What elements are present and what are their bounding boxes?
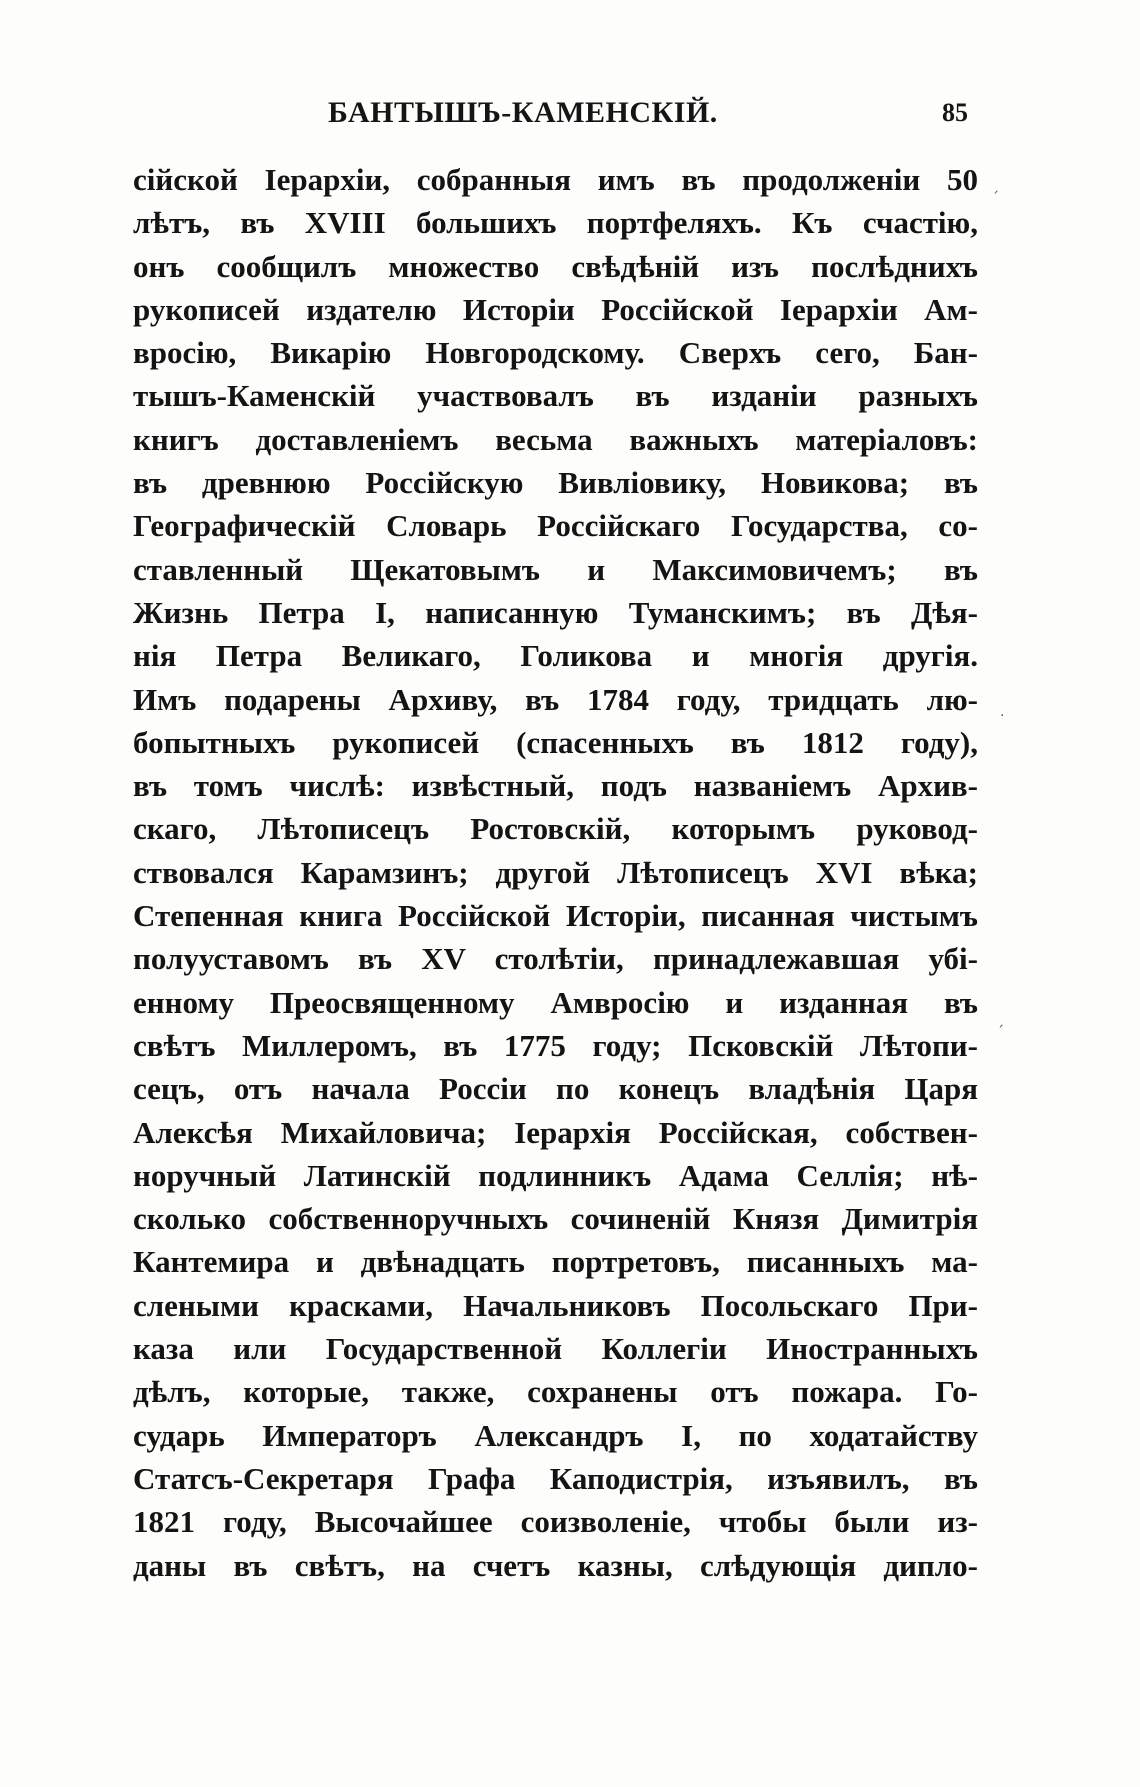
text-line: енному Преосвященному Амвросію и изданная въ [133,984,978,1020]
scan-speck: · [1000,708,1005,724]
text-line: Жизнь Петра I, написанную Туманскимъ; въ Дѣя- [133,594,978,630]
text-line: даны въ свѣтъ, на счетъ казны, слѣдующія дипло- [133,1547,978,1583]
text-line: Географическій Словарь Россійскаго Государства, со- [133,508,978,544]
text-line: онъ сообщилъ множество свѣдѣній изъ послѣднихъ [133,248,978,284]
text-line: вросію, Викарію Новгородскому. Сверхъ сего, Бан- [133,335,978,371]
scan-speck: ˏ [997,1012,1004,1028]
text-line: Степенная книга Россійской Исторіи, писанная чистымъ [133,898,978,934]
text-line: нія Петра Великаго, Голикова и многія другія. [133,638,978,674]
text-line: ставленный Щекатовымъ и Максимовичемъ; въ [133,551,978,587]
text-line: сецъ, отъ начала Россіи по конецъ владѣнія Царя [133,1071,978,1107]
text-line: бопытныхъ рукописей (спасенныхъ въ 1812 году), [133,724,978,760]
page-number: 85 [942,98,968,127]
text-line: сколько собственноручныхъ сочиненій Князя Димитрія [133,1201,978,1237]
scan-speck: ˏ [992,178,999,194]
text-line: слеными красками, Начальниковъ Посольскаго При- [133,1287,978,1323]
text-line: въ древнюю Россійскую Вивліовику, Новикова; въ [133,465,978,501]
text-line: скаго, Лѣтописецъ Ростовскій, которымъ руковод- [133,811,978,847]
text-line: дѣлъ, которые, также, сохранены отъ пожара. Го- [133,1374,978,1410]
text-line: книгъ доставленіемъ весьма важныхъ матеріаловъ: [133,421,978,457]
text-line: рукописей издателю Исторіи Россійской Іерархіи Ам- [133,291,978,327]
text-line: Кантемира и двѣнадцать портретовъ, писанныхъ ма- [133,1244,978,1280]
text-line: полууставомъ въ XV столѣтіи, принадлежавшая убі- [133,941,978,977]
text-line: сійской Іерархіи, собранныя имъ въ продолженіи 50 [133,162,978,197]
text-line: 1821 году, Высочайшее соизволеніе, чтобы были из- [133,1504,978,1540]
text-line: норучный Латинскій подлинникъ Адама Селлія; нѣ- [133,1157,978,1193]
body-text [133,158,978,1587]
text-line: сударь Императоръ Александръ I, по ходатайству [133,1417,978,1453]
text-line: лѣтъ, въ XVIII большихъ портфеляхъ. Къ счастію, [133,205,978,241]
page-header [0,96,1140,136]
text-line: свѣтъ Миллеромъ, въ 1775 году; Псковскій Лѣтопи- [133,1027,978,1063]
text-line: Статсъ-Секретаря Графа Каподистрія, изъявилъ, въ [133,1460,978,1496]
text-line: каза или Государственной Коллегіи Иностранныхъ [133,1331,978,1367]
text-line: въ томъ числѣ: извѣстный, подъ названіемъ Архив- [133,768,978,804]
running-title: БАНТЫШЪ-КАМЕНСКІЙ. [328,96,718,129]
text-line: ствовался Карамзинъ; другой Лѣтописецъ XVI вѣка; [133,854,978,890]
text-line: Алексѣя Михайловича; Іерархія Россійская, собствен- [133,1114,978,1150]
text-line: Имъ подарены Архиву, въ 1784 году, тридцать лю- [133,681,978,717]
text-line: тышъ-Каменскій участвовалъ въ изданіи разныхъ [133,378,978,414]
